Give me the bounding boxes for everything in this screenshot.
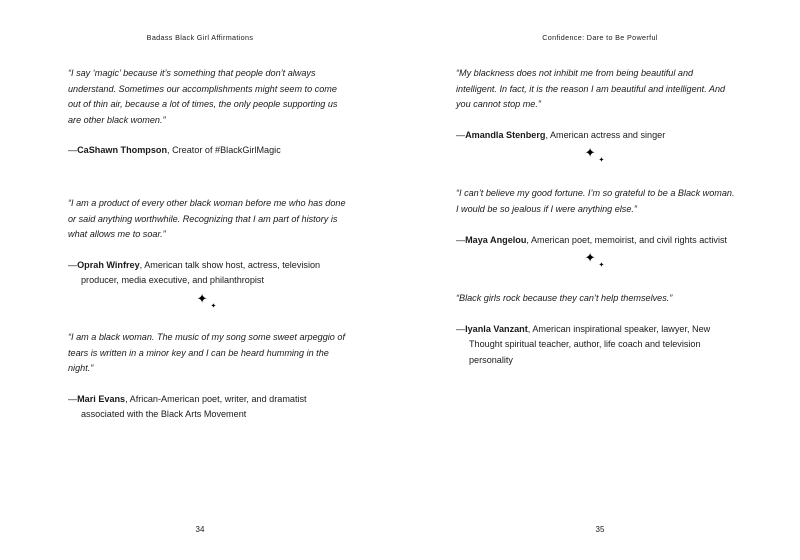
spacer [456,169,736,186]
sparkle-large-icon: ✦ [196,290,208,306]
attribution-role: , American poet, memoirist, and civil rights activist [526,234,728,245]
attribution-name: Amandla Stenberg [465,129,546,140]
quote-attribution [456,128,736,144]
right-page-content [456,66,736,500]
attribution-dash: — [456,234,466,245]
quote-block [68,66,348,159]
sparkle-group [193,290,223,310]
page-number-verso: 34 [195,525,205,534]
quote-block [456,186,736,248]
attribution-name: Maya Angelou [465,234,527,245]
spacer [456,307,736,322]
sparkle-ornament [456,143,736,169]
attribution-role: , Creator of #BlackGirlMagic [167,145,281,156]
spacer [456,218,736,233]
sparkle-ornament [68,289,348,315]
sparkle-small-icon: ✦ [210,302,217,310]
sparkle-large-icon: ✦ [584,250,596,266]
quote-text: “My blackness does not inhibit me from being beautiful and intelligent. In fact, it is the reason I am beautiful and intelligent. And you cannot stop me.” [456,68,726,110]
quote-attribution [68,143,348,159]
quote-text: “I am a product of every other black woman before me who has done or said anything worthwhile. Recognizing that I am part of history is what allows me to soar.” [68,197,346,240]
quote-attribution [456,233,736,249]
sparkle-group [581,250,611,270]
quote-block [456,291,736,368]
sparkle-group [581,145,611,165]
quote-attribution [68,258,348,289]
sparkle-small-icon: ✦ [598,157,605,165]
attribution-dash: — [456,323,466,334]
spacer [68,159,348,181]
quote-text: “I am a black woman. The music of my song some sweet arpeggio of tears is written in a minor key and I can be heard humming in the night.” [68,331,345,374]
sparkle-ornament [456,248,736,274]
attribution-name: Mari Evans [77,393,126,404]
sparkle-small-icon: ✦ [598,262,605,270]
attribution-dash: — [68,145,78,156]
right-page [400,0,800,560]
page-number-recto: 35 [595,525,605,534]
attribution-name: CaShawn Thompson [77,145,168,156]
spacer [68,377,348,392]
quote-attribution [456,322,736,369]
attribution-dash: — [68,393,78,404]
attribution-role: , American talk show host, actress, television producer, media executive, and philanthropist [81,259,321,286]
attribution-role: , African-American poet, writer, and dramatist associated with the Black Arts Movement [81,393,307,420]
spacer [456,274,736,291]
attribution-dash: — [68,259,78,270]
attribution-role: , American inspirational speaker, lawyer, New Thought spiritual teacher, author, life coach and television personality [469,323,711,365]
attribution-role: , American actress and singer [545,129,666,140]
quote-text: “I can’t believe my good fortune. I’m so grateful to be a Black woman. I would be so jealous if I were anything else.” [456,188,735,214]
spacer [68,128,348,143]
attribution-dash: — [456,129,466,140]
quote-text: “I say ‘magic’ because it’s something that people don’t always understand. Sometimes our accomplishments might seem to come out of thin air, because a lot of times, the only people supporting us are other black women.” [68,68,338,125]
quote-block [68,196,348,289]
quote-block [68,330,348,423]
spacer [68,243,348,258]
spacer [456,113,736,128]
spacer [68,315,348,330]
running-head-verso: Badass Black Girl Affirmations [146,33,254,42]
spacer [68,181,348,196]
attribution-name: Iyanla Vanzant [465,323,528,334]
sparkle-large-icon: ✦ [584,145,596,161]
quote-text: “Black girls rock because they can’t help themselves.” [456,293,673,304]
attribution-name: Oprah Winfrey [77,259,140,270]
left-page-content [68,66,348,500]
quote-block [456,66,736,143]
quote-attribution [68,392,348,423]
running-head-recto: Confidence: Dare to Be Powerful [542,33,658,42]
